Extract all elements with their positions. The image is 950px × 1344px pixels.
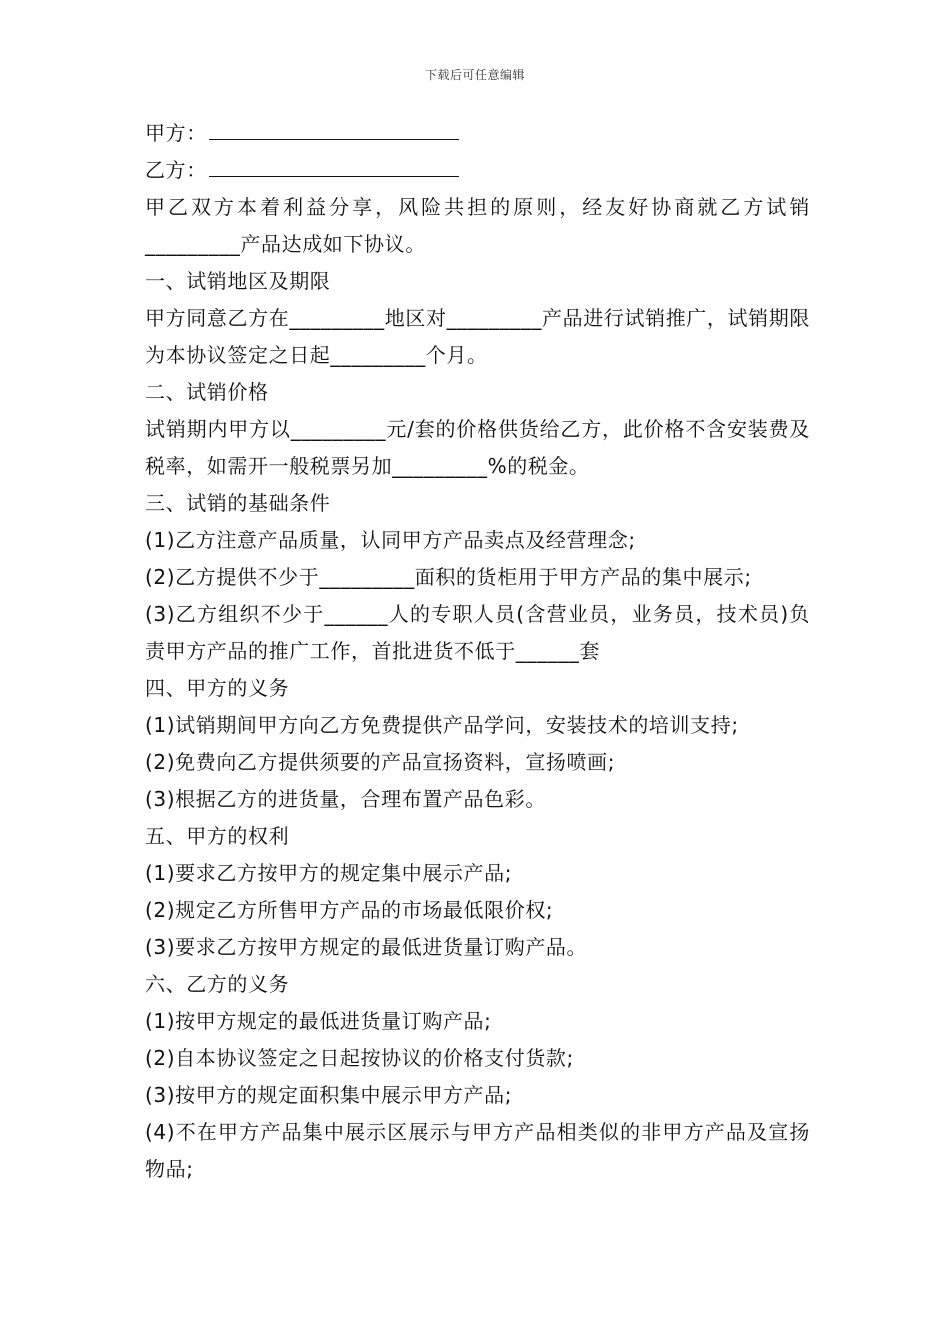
section-5-item-2: (2)规定乙方所售甲方产品的市场最低限价权;	[145, 898, 554, 922]
section-1-title: 一、试销地区及期限	[145, 269, 331, 293]
section-6-title: 六、乙方的义务	[145, 972, 290, 996]
party-a-label: 甲方：	[145, 121, 207, 145]
section-6-item-3: (3)按甲方的规定面积集中展示甲方产品;	[145, 1083, 513, 1107]
party-b-blank	[209, 154, 459, 177]
section-3-item-3: (3)乙方组织不少于______人的专职人员(含营业员，业务员，技术员)负责甲方产品的推广工作，首批进货不低于______套	[145, 602, 810, 663]
party-b-line	[145, 152, 810, 189]
section-4-item-1: (1)试销期间甲方向乙方免费提供产品学问，安装技术的培训支持;	[145, 713, 739, 737]
party-b-label: 乙方：	[145, 158, 207, 182]
section-6-item-4: (4)不在甲方产品集中展示区展示与甲方产品相类似的非甲方产品及宣扬物品;	[145, 1120, 810, 1181]
intro-paragraph: 甲乙双方本着利益分享，风险共担的原则，经友好协商就乙方试销_________产品达成如下协议。	[145, 195, 810, 256]
section-4-item-2: (2)免费向乙方提供须要的产品宣扬资料，宣扬喷画;	[145, 750, 616, 774]
section-3-item-1: (1)乙方注意产品质量，认同甲方产品卖点及经营理念;	[145, 528, 636, 552]
party-a-blank	[209, 117, 459, 140]
section-5-item-3: (3)要求乙方按甲方规定的最低进货量订购产品。	[145, 935, 588, 959]
contract-body	[145, 115, 810, 1188]
section-3-item-2: (2)乙方提供不少于_________面积的货柜用于甲方产品的集中展示;	[145, 565, 752, 589]
page-header-note: 下载后可任意编辑	[424, 68, 525, 82]
section-4-title: 四、甲方的义务	[145, 676, 290, 700]
section-6-item-1: (1)按甲方规定的最低进货量订购产品;	[145, 1009, 492, 1033]
section-5-title: 五、甲方的权利	[145, 824, 290, 848]
section-5-item-1: (1)要求乙方按甲方的规定集中展示产品;	[145, 861, 513, 885]
section-1-body: 甲方同意乙方在_________地区对_________产品进行试销推广，试销期限为本协议签定之日起_________个月。	[145, 306, 810, 367]
section-2-body: 试销期内甲方以_________元/套的价格供货给乙方，此价格不含安装费及税率，如需开一般税票另加_________%的税金。	[145, 417, 811, 478]
section-2-title: 二、试销价格	[145, 380, 269, 404]
party-a-line	[145, 115, 810, 152]
section-6-item-2: (2)自本协议签定之日起按协议的价格支付货款;	[145, 1046, 574, 1070]
section-3-title: 三、试销的基础条件	[145, 491, 331, 515]
section-4-item-3: (3)根据乙方的进货量，合理布置产品色彩。	[145, 787, 546, 811]
